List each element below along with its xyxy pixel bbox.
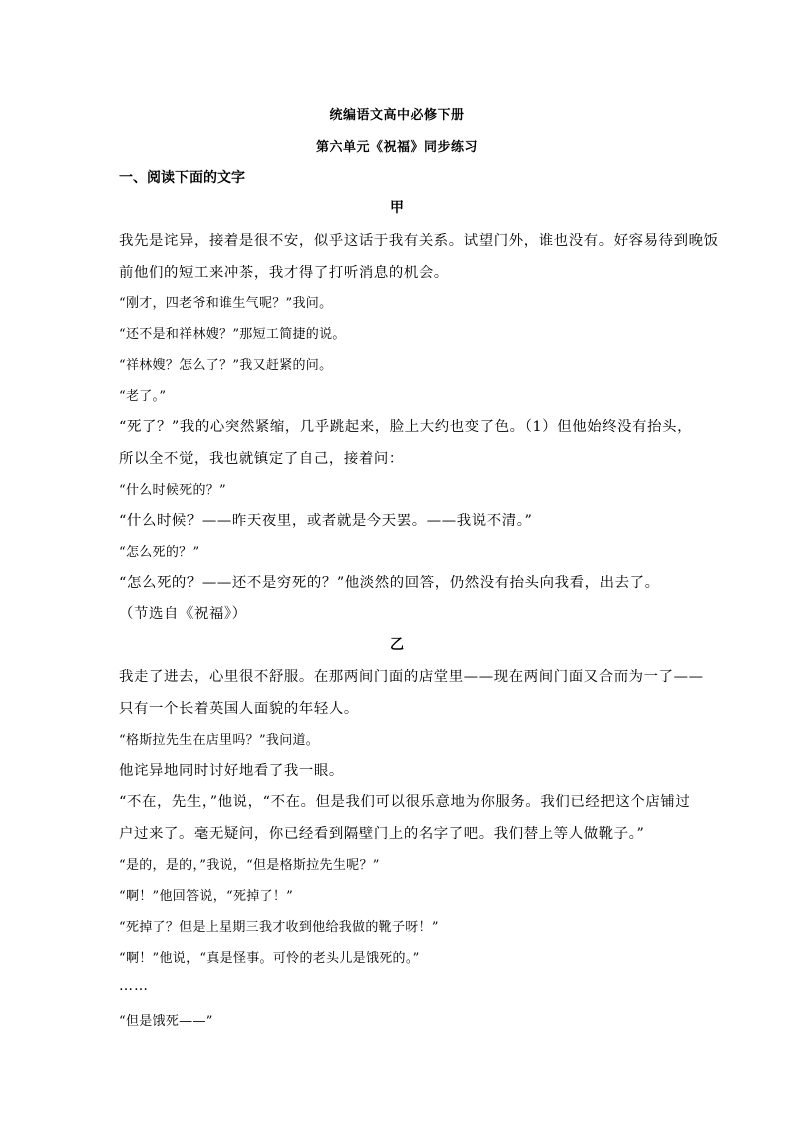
passage-a-line: 我先是诧异，接着是很不安，似乎这话于我有关系。试望门外，谁也没有。好容易待到晚饭 — [119, 233, 719, 249]
passage-a-line: “什么时候？——昨天夜里，或者就是今天罢。——我说不清。” — [119, 513, 533, 529]
ellipsis-line: …… — [119, 978, 149, 994]
passage-a-line: “死了？”我的心突然紧缩，几乎跳起来，脸上大约也变了色。（1）但他始终没有抬头， — [119, 419, 693, 435]
passage-b-line: “是的，是的，”我说，“但是格斯拉先生呢？” — [119, 858, 380, 873]
passage-b-line: “格斯拉先生在店里吗？”我问道。 — [119, 733, 320, 748]
passage-a-line: “老了。” — [119, 389, 167, 404]
passage-b-line: 我走了进去，心里很不舒服。在那两间门面的店堂里——现在两间门面又合而为一了—— — [119, 669, 704, 685]
passage-a-line: “祥林嫂？怎么了？”我又赶紧的问。 — [119, 358, 333, 373]
passage-a-line: “怎么死的？——还不是穷死的？”他淡然的回答，仍然没有抬头向我看，出去了。 — [119, 575, 660, 591]
passage-b-line: “但是饿死——” — [119, 1014, 213, 1029]
passage-b-line: 他诧异地同时讨好地看了我一眼。 — [119, 763, 344, 779]
passage-b-line: 户过来了。毫无疑问，你已经看到隔壁门上的名字了吧。我们替上等人做靴子。” — [119, 826, 645, 842]
passage-b-line: “不在，先生，”他说，“不在。但是我们可以很乐意地为你服务。我们已经把这个店铺过 — [119, 794, 691, 810]
document-title: 统编语文高中必修下册 — [329, 108, 465, 123]
passage-b-mark: 乙 — [390, 637, 404, 653]
section-heading: 一、阅读下面的文字 — [119, 170, 245, 186]
passage-b-line: “啊！”他回答说，“死掉了！” — [119, 889, 294, 904]
passage-b-line: “啊！”他说，“真是怪事。可怜的老头儿是饿死的。” — [119, 951, 420, 966]
passage-b-line: “死掉了？但是上星期三我才收到他给我做的靴子呀！” — [119, 920, 439, 935]
passage-a-line: “怎么死的？” — [119, 545, 200, 560]
passage-a-line: “刚才，四老爷和谁生气呢？”我问。 — [119, 296, 333, 311]
passage-a-source: （节选自《祝福》） — [119, 606, 247, 622]
passage-a-line: “什么时候死的？” — [119, 483, 226, 498]
passage-b-line: 只有一个长着英国人面貌的年轻人。 — [119, 701, 359, 717]
passage-a-line: “还不是和祥林嫂？”那短工简捷的说。 — [119, 327, 346, 342]
document-subtitle: 第六单元《祝福》同步练习 — [315, 140, 478, 155]
passage-a-mark: 甲 — [390, 200, 404, 216]
passage-a-line: 前他们的短工来冲茶，我才得了打听消息的机会。 — [119, 265, 449, 281]
passage-a-line: 所以全不觉，我也就镇定了自己，接着问： — [119, 451, 404, 467]
